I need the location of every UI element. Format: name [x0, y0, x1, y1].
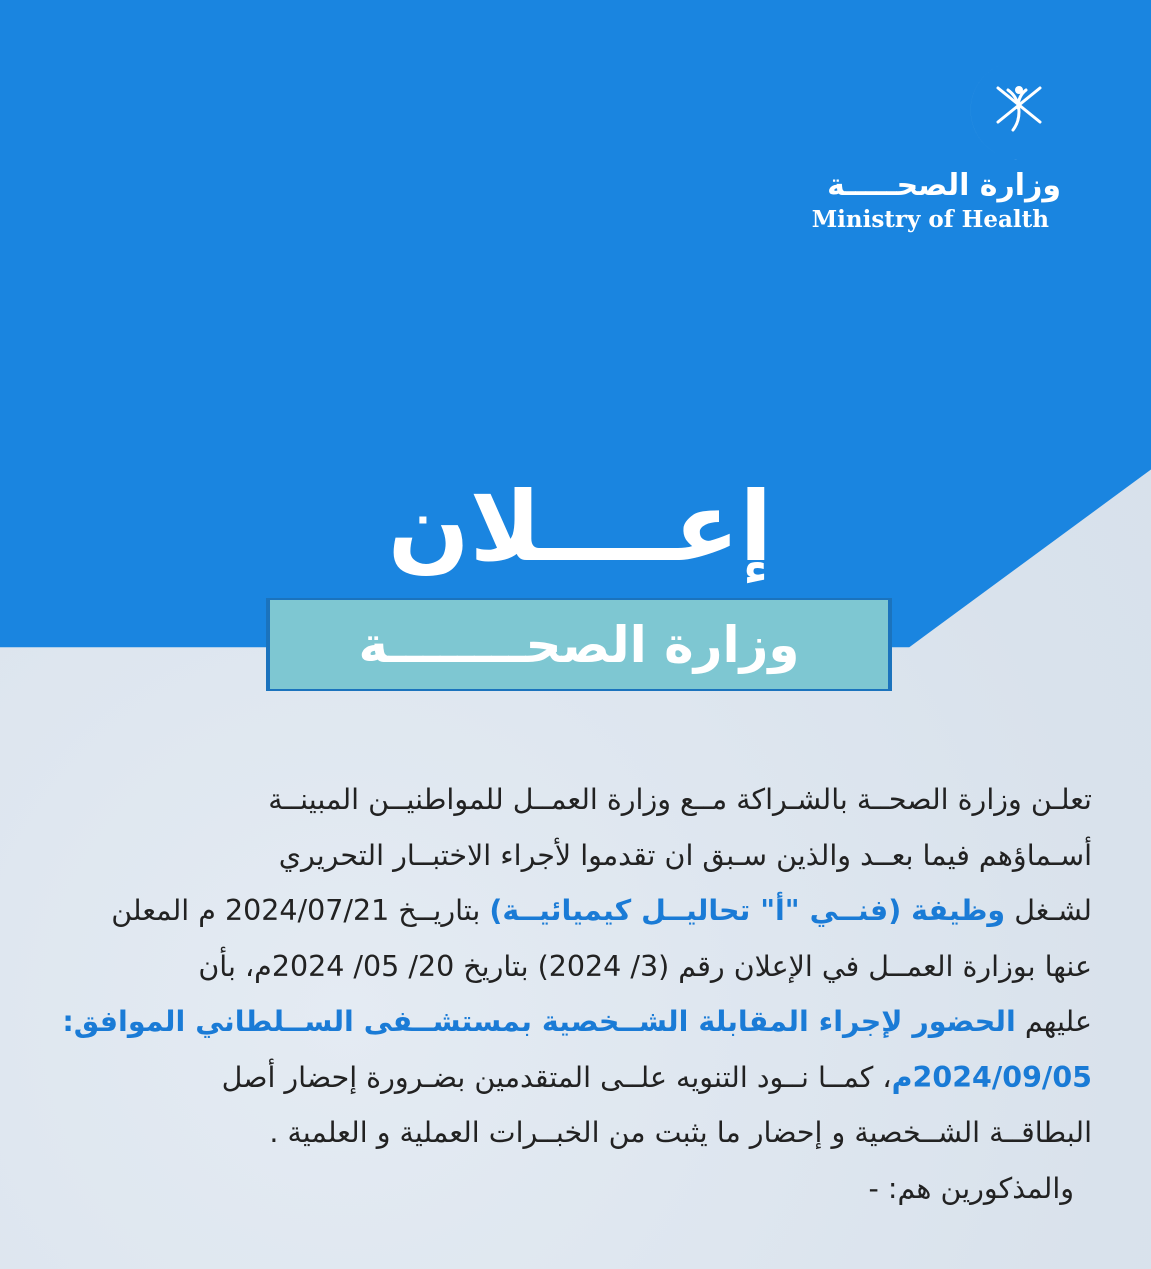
interview-date: 2024/09/05م — [891, 1060, 1092, 1094]
ministry-logo — [811, 60, 1105, 240]
body-line-1: تعلـن وزارة الصحــة بالشـراكة مــع وزارة العمــل للمواطنيــن المبينــة — [268, 783, 1092, 816]
body-line-6 — [62, 1050, 1092, 1106]
line3-end: بتاريــخ 2024/07/21 م المعلن — [111, 894, 490, 927]
body-line-4: عنها بوزارة العمــل في الإعلان رقم (3/ 2024) بتاريخ 20/ 05/ 2024م، بأن — [198, 949, 1092, 983]
ministry-ribbon — [270, 600, 888, 689]
interview-notice: الحضور لإجراء المقابلة الشــخصية بمستشــفى الســلطاني الموافق: — [62, 1005, 1016, 1038]
body-line-7: البطاقــة الشــخصية و إحضار ما يثبت من الخبــرات العملية و العلمية . — [269, 1116, 1092, 1149]
line6-end: ، كمــا نــود التنويه علــى المتقدمين بضـرورة إحضار أصل — [221, 1060, 892, 1094]
line3-start: لشـغل — [1005, 894, 1092, 927]
body-line-5 — [62, 994, 1092, 1050]
job-title: وظيفة (فنــي "أ" تحاليــل كيميائيــة) — [489, 894, 1006, 927]
ribbon-label: وزارة الصحــــــــة — [358, 615, 800, 674]
announcement-body — [62, 772, 1092, 1216]
logo-arabic-name: وزارة الصحـــــة — [827, 168, 1061, 203]
body-line-3 — [62, 883, 1092, 939]
crescent-khanjar-emblem-icon — [940, 60, 1060, 170]
line5-start: عليهم — [1015, 1005, 1092, 1038]
announcement-title: إعــــلان — [387, 471, 773, 583]
logo-english-name: Ministry of Health — [811, 206, 1049, 233]
body-line-2: أسـماؤهم فيما بعــد والذين سـبق ان تقدموا لأجراء الاختبــار التحريري — [278, 838, 1092, 872]
body-line-8: والمذكورين هم: - — [868, 1171, 1074, 1205]
